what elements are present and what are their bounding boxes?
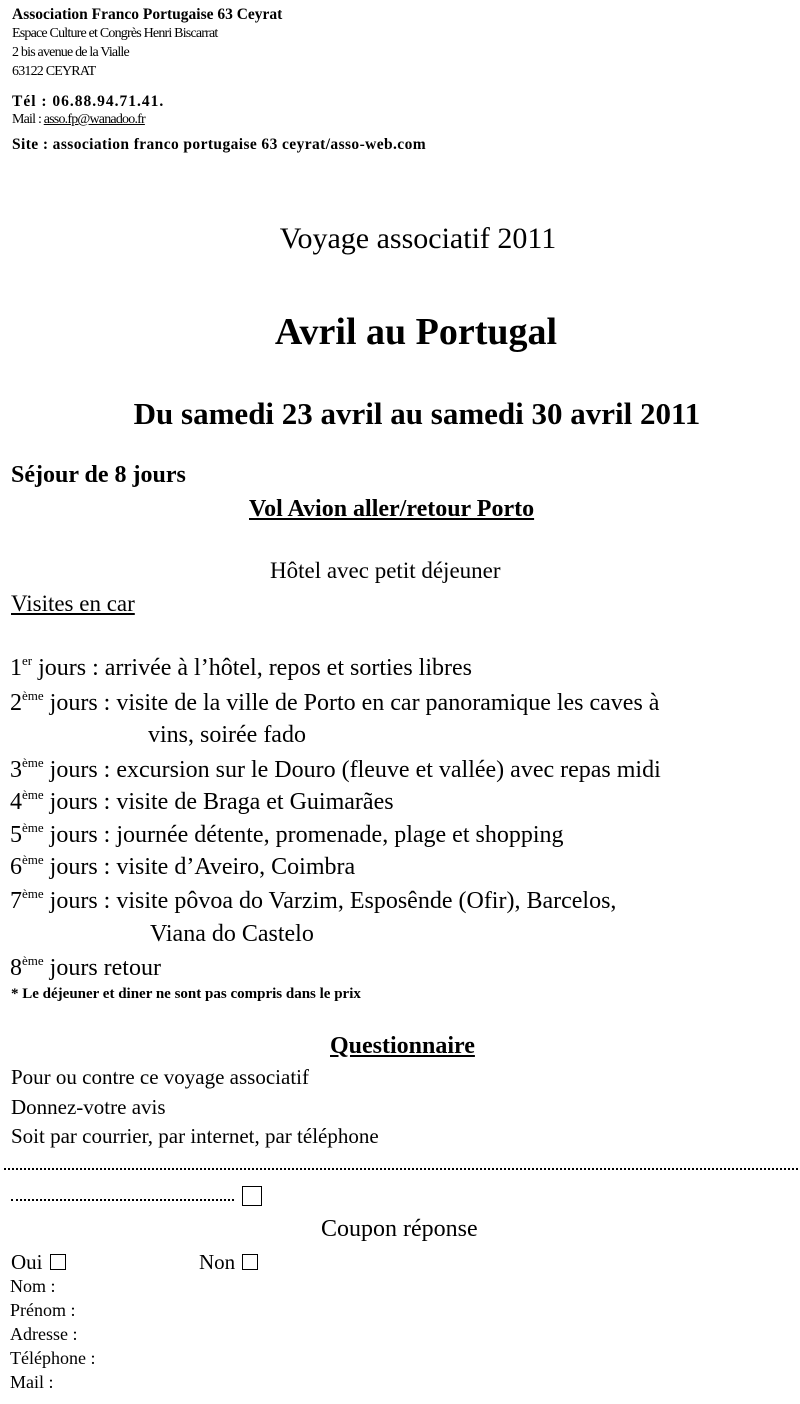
- coupon-title: Coupon réponse: [321, 1216, 478, 1242]
- mail-label: Mail :: [12, 112, 44, 127]
- org-name: Association Franco Portugaise 63 Ceyrat: [12, 6, 283, 23]
- field-adresse: Adresse :: [10, 1324, 78, 1344]
- day-7-cont: Viana do Castelo: [150, 921, 314, 947]
- day-2: 2ème jours : visite de la ville de Porto en car panoramique les caves à: [10, 688, 660, 716]
- street-address: 2 bis avenue de la Vialle: [12, 45, 129, 60]
- vol-avion: Vol Avion aller/retour Porto: [249, 496, 535, 522]
- hotel: Hôtel avec petit déjeuner: [270, 558, 501, 583]
- day-3: 3ème jours : excursion sur le Douro (fleuve et vallée) avec repas midi: [10, 755, 661, 783]
- mail-link[interactable]: asso.fp@wanadoo.fr: [43, 112, 145, 127]
- footnote: * Le déjeuner et diner ne sont pas compris dans le prix: [11, 986, 361, 1002]
- oui-checkbox[interactable]: [50, 1254, 66, 1270]
- non-checkbox[interactable]: [242, 1254, 258, 1270]
- sejour: Séjour de 8 jours: [11, 462, 186, 488]
- field-telephone: Téléphone :: [10, 1348, 96, 1368]
- day-2-cont: vins, soirée fado: [148, 722, 306, 748]
- voyage-title: Voyage associatif 2011: [279, 222, 557, 255]
- day-8: 8ème jours retour: [10, 953, 161, 981]
- questionnaire-line-3: Soit par courrier, par internet, par téléphone: [11, 1124, 379, 1148]
- dates-title: Du samedi 23 avril au samedi 30 avril 2011: [133, 396, 701, 431]
- main-title: Avril au Portugal: [274, 311, 558, 353]
- oui-option[interactable]: Oui: [11, 1250, 66, 1275]
- day-4: 4ème jours : visite de Braga et Guimarães: [10, 787, 394, 815]
- questionnaire-line-1: Pour ou contre ce voyage associatif: [11, 1065, 309, 1089]
- day-6: 6ème jours : visite d’Aveiro, Coimbra: [10, 852, 356, 880]
- field-prenom: Prénom :: [10, 1300, 76, 1320]
- questionnaire-line-2: Donnez-votre avis: [11, 1095, 166, 1119]
- day-1: 1er jours : arrivée à l’hôtel, repos et sorties libres: [10, 653, 472, 681]
- questionnaire-title: Questionnaire: [330, 1033, 475, 1059]
- non-option[interactable]: Non: [199, 1250, 258, 1275]
- cut-line-short: [11, 1199, 234, 1201]
- visites-heading: Visites en car: [11, 591, 135, 616]
- day-7: 7ème jours : visite pôvoa do Varzim, Esposênde (Ofir), Barcelos,: [10, 886, 617, 914]
- field-nom: Nom :: [10, 1276, 56, 1296]
- cut-checkbox[interactable]: [240, 1186, 262, 1210]
- city: 63122 CEYRAT: [12, 64, 96, 79]
- site: Site : association franco portugaise 63 ceyrat/asso-web.com: [12, 136, 427, 153]
- venue: Espace Culture et Congrès Henri Biscarrat: [12, 26, 218, 41]
- phone: Tél : 06.88.94.71.41.: [12, 93, 165, 110]
- field-mail: Mail :: [10, 1372, 54, 1392]
- day-5: 5ème jours : journée détente, promenade, plage et shopping: [10, 820, 564, 848]
- cut-line: [4, 1168, 798, 1170]
- mail-line: [12, 110, 145, 129]
